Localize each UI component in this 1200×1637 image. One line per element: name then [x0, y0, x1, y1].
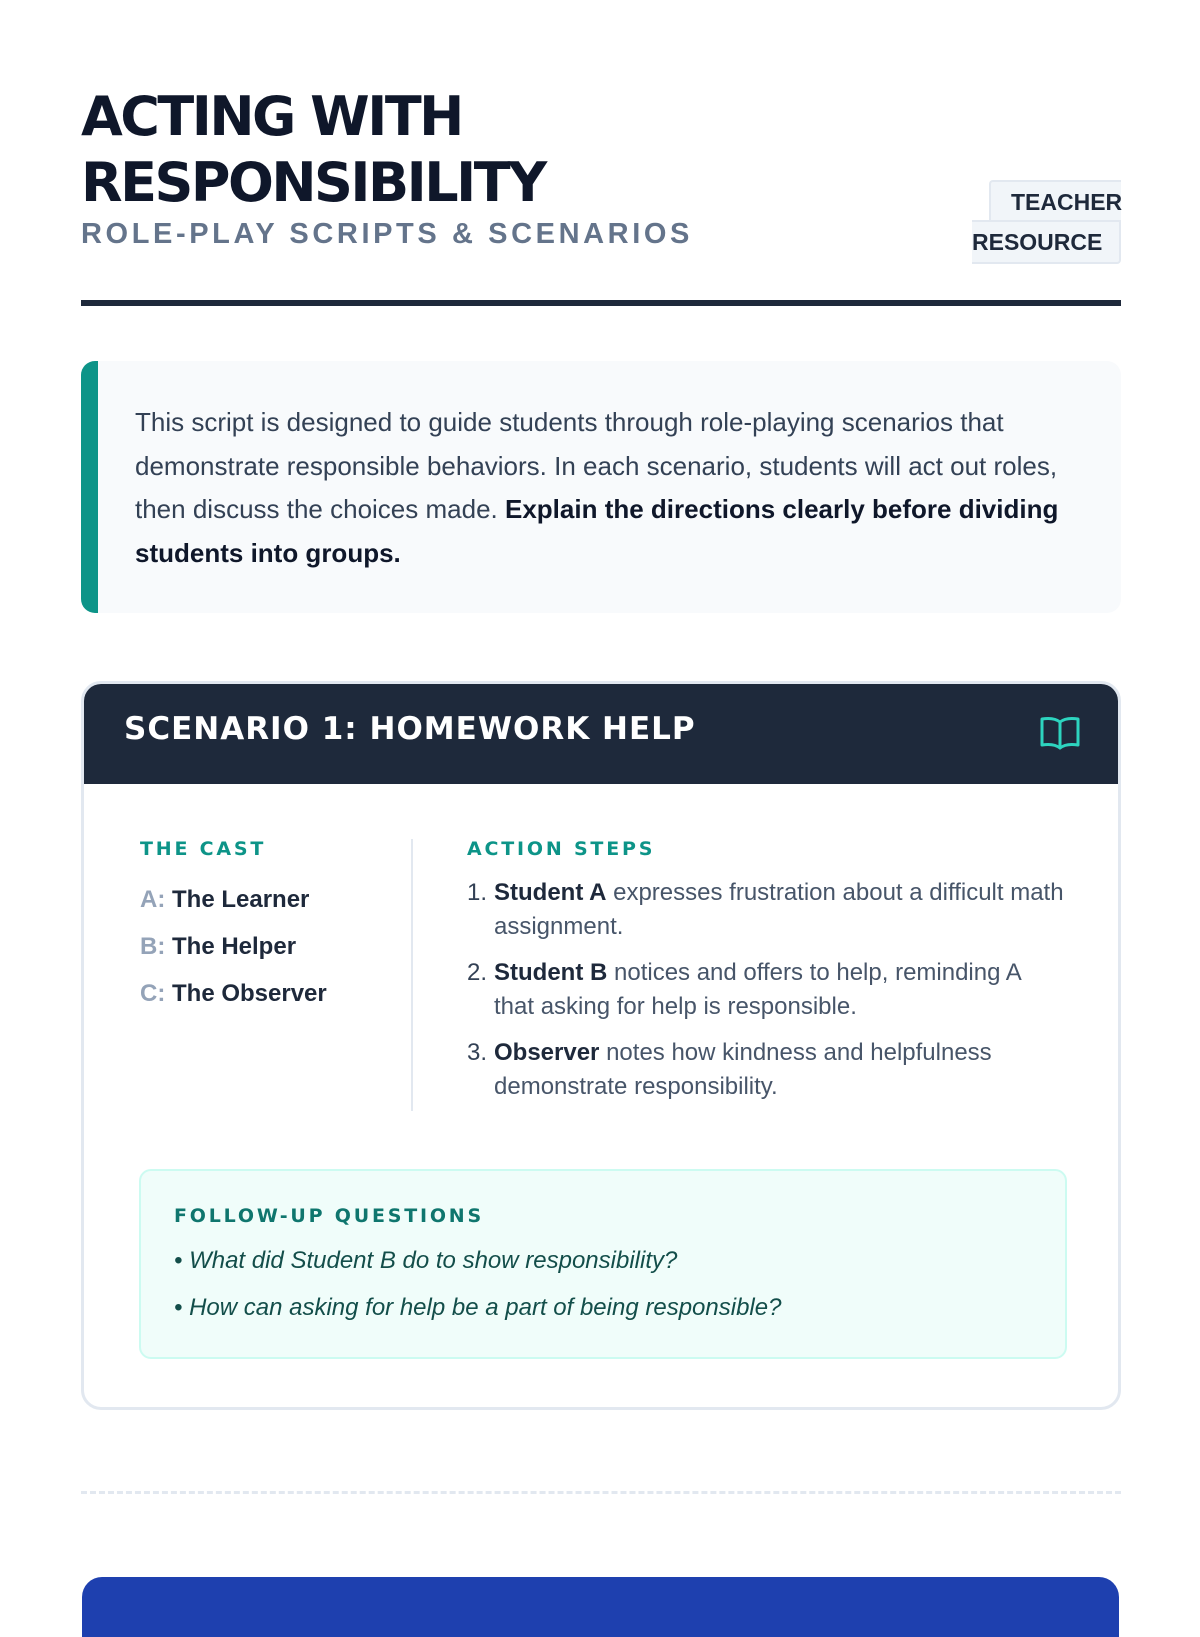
cast-role: The Learner — [172, 886, 310, 913]
follow-up-question: • What did Student B do to show responsibility? — [174, 1247, 678, 1274]
intro-text: This script is designed to guide students through role-playing scenarios that demonstrate responsible behaviors. In each scenario, students will act out roles, then discuss the choices made. — [135, 407, 1058, 524]
cast-key: B: — [140, 933, 166, 960]
intro-callout — [81, 361, 1121, 613]
teacher-resource-badge-line-1: TEACHER — [989, 180, 1121, 222]
step-actor: Student A — [494, 879, 607, 906]
follow-up-label: FOLLOW-UP QUESTIONS — [174, 1205, 484, 1227]
step-text: notes how kindness and helpfulness demonstrate responsibility. — [494, 1039, 992, 1100]
follow-up-question: • How can asking for help be a part of being responsible? — [174, 1294, 782, 1321]
page-header — [81, 84, 1121, 306]
teacher-resource-badge-line-2: RESOURCE — [972, 220, 1121, 264]
cast-role: The Observer — [172, 980, 327, 1007]
title-line-1: ACTING WITH — [81, 85, 462, 148]
action-steps-section — [467, 838, 1067, 1116]
intro-bold-text: Explain the directions clearly before dividing students into groups. — [135, 494, 1059, 568]
cast-item — [140, 923, 400, 970]
action-steps-list — [467, 876, 1067, 1104]
step-number: 2. — [467, 959, 488, 986]
scenario-2-card-header — [82, 1577, 1119, 1637]
cast-item — [140, 876, 400, 923]
page-title — [81, 84, 545, 216]
action-step — [467, 1036, 1067, 1104]
step-text: expresses frustration about a difficult math assignment. — [494, 879, 1064, 940]
cast-item — [140, 970, 400, 1017]
scenario-1-card — [81, 681, 1121, 1410]
cast-section — [140, 838, 400, 1017]
cast-key: A: — [140, 886, 166, 913]
step-actor: Observer — [494, 1039, 600, 1066]
step-text: notices and offers to help, reminding A that asking for help is responsible. — [494, 959, 1021, 1020]
step-number: 3. — [467, 1039, 488, 1066]
action-step — [467, 956, 1067, 1024]
header-divider — [81, 300, 1121, 306]
scenario-1-header — [84, 684, 1118, 784]
action-steps-label: ACTION STEPS — [467, 838, 656, 860]
action-step — [467, 876, 1067, 944]
title-line-2: RESPONSIBILITY — [81, 151, 545, 214]
scenario-1-title: SCENARIO 1: HOMEWORK HELP — [124, 711, 696, 747]
open-book-icon — [1040, 715, 1080, 751]
page-subtitle: ROLE-PLAY SCRIPTS & SCENARIOS — [81, 218, 693, 250]
cast-role: The Helper — [172, 933, 297, 960]
column-divider — [411, 839, 413, 1111]
step-number: 1. — [467, 879, 488, 906]
cast-key: C: — [140, 980, 166, 1007]
step-actor: Student B — [494, 959, 608, 986]
cast-label: THE CAST — [140, 838, 267, 860]
section-divider — [81, 1491, 1121, 1494]
follow-up-questions-box — [139, 1169, 1067, 1359]
